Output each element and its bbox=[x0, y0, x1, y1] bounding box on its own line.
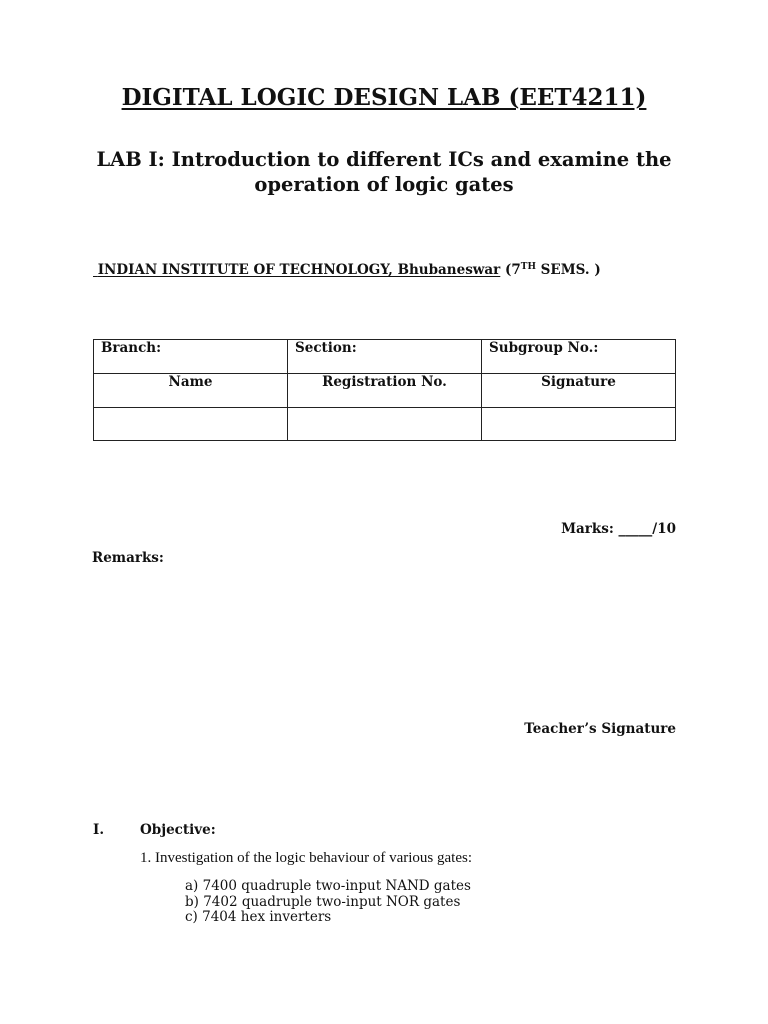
section-title: Objective: bbox=[140, 822, 216, 838]
registration-entry-cell bbox=[288, 408, 482, 441]
list-item: c) 7404 hex inverters bbox=[185, 909, 332, 925]
remarks-label: Remarks: bbox=[92, 550, 164, 566]
signature-header: Signature bbox=[482, 374, 676, 408]
list-item: a) 7400 quadruple two-input NAND gates bbox=[185, 878, 471, 894]
section-cell: Section: bbox=[288, 340, 482, 374]
name-entry-cell bbox=[94, 408, 288, 441]
semester-label: (7TH SEMS. ) bbox=[505, 262, 601, 278]
registration-header: Registration No. bbox=[288, 374, 482, 408]
table-row bbox=[94, 374, 676, 408]
teacher-signature-label: Teacher’s Signature bbox=[524, 721, 676, 737]
marks-field: Marks: _____/10 bbox=[561, 521, 676, 537]
institute-line bbox=[93, 262, 601, 278]
ic-list bbox=[185, 879, 471, 926]
document-title: DIGITAL LOGIC DESIGN LAB (EET4211) bbox=[121, 84, 647, 111]
lab-title: LAB I: Introduction to different ICs and examine the operation of logic gates bbox=[96, 148, 672, 196]
student-info-table bbox=[93, 339, 676, 441]
institute-name: INDIAN INSTITUTE OF TECHNOLOGY, Bhubaneswar bbox=[97, 262, 501, 278]
subgroup-cell: Subgroup No.: bbox=[482, 340, 676, 374]
branch-cell: Branch: bbox=[94, 340, 288, 374]
objective-item: 1. Investigation of the logic behaviour of various gates: bbox=[140, 850, 472, 866]
table-row bbox=[94, 340, 676, 374]
list-item: b) 7402 quadruple two-input NOR gates bbox=[185, 893, 461, 910]
table-row bbox=[94, 408, 676, 441]
signature-entry-cell bbox=[482, 408, 676, 441]
name-header: Name bbox=[94, 374, 288, 408]
section-number: I. bbox=[93, 822, 105, 838]
